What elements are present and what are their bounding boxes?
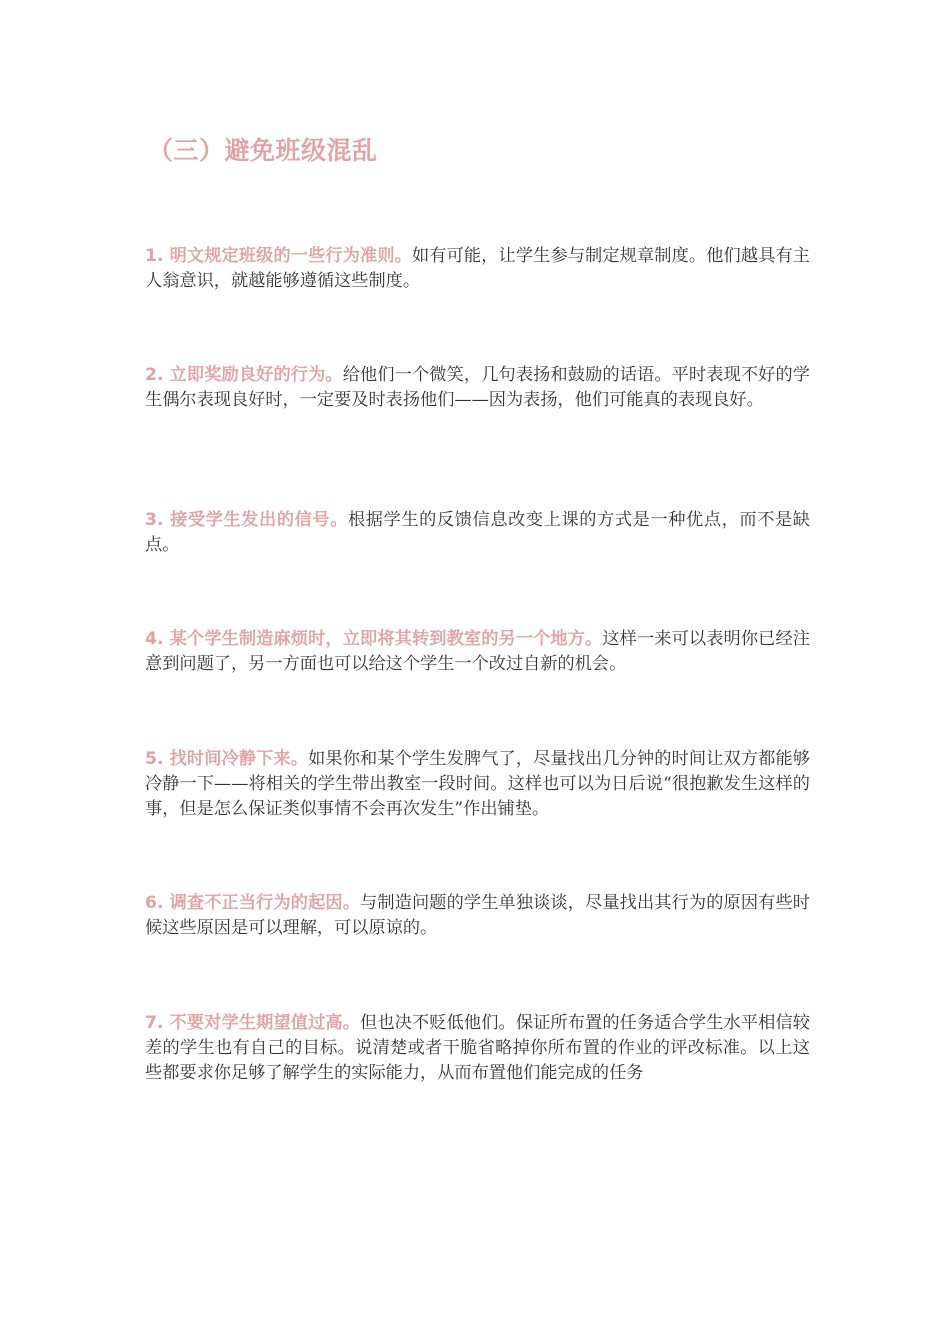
guideline-heading: 7. 不要对学生期望值过高。 — [145, 1013, 361, 1033]
guideline-item-4 — [145, 627, 810, 677]
guideline-heading: 3. 接受学生发出的信号。 — [145, 510, 348, 530]
guideline-body: 如果你和某个学生发脾气了，尽量找出几分钟的时间让双方都能够冷静一下——将相关的学生带出教室一段时间。这样也可以为日后说“很抱歉发生这样的事，但是怎么保证类似事情不会再次发生”作出铺垫。 — [145, 749, 810, 819]
guideline-item-6 — [145, 891, 810, 941]
guideline-item-1 — [145, 244, 810, 294]
guideline-item-7 — [145, 1011, 810, 1086]
guideline-body: 但也决不贬低他们。保证所布置的任务适合学生水平相信较差的学生也有自己的目标。说清楚或者干脆省略掉你所布置的作业的评改标准。以上这些都要求你足够了解学生的实际能力，从而布置他们能完成的任务 — [145, 1013, 810, 1083]
guideline-heading: 2. 立即奖励良好的行为。 — [145, 365, 343, 385]
guideline-heading: 1. 明文规定班级的一些行为准则。 — [145, 246, 412, 266]
guideline-heading: 4. 某个学生制造麻烦时，立即将其转到教室的另一个地方。 — [145, 629, 603, 649]
guideline-body: 根据学生的反馈信息改变上课的方式是一种优点，而不是缺点。 — [145, 510, 810, 555]
guideline-body: 与制造问题的学生单独谈谈，尽量找出其行为的原因有些时候这些原因是可以理解，可以原谅的。 — [145, 893, 810, 938]
guideline-item-3 — [145, 508, 810, 558]
guideline-heading: 6. 调查不正当行为的起因。 — [145, 893, 361, 913]
guideline-body: 这样一来可以表明你已经注意到问题了，另一方面也可以给这个学生一个改过自新的机会。 — [145, 629, 810, 674]
guideline-item-5 — [145, 747, 810, 822]
guideline-item-2 — [145, 363, 810, 413]
section-title: （三）避免班级混乱 — [148, 136, 378, 165]
guideline-heading: 5. 找时间冷静下来。 — [145, 749, 309, 769]
guideline-body: 给他们一个微笑，几句表扬和鼓励的话语。平时表现不好的学生偶尔表现良好时，一定要及时表扬他们——因为表扬，他们可能真的表现良好。 — [145, 365, 810, 410]
guideline-body: 如有可能，让学生参与制定规章制度。他们越具有主人翁意识，就越能够遵循这些制度。 — [145, 246, 810, 291]
